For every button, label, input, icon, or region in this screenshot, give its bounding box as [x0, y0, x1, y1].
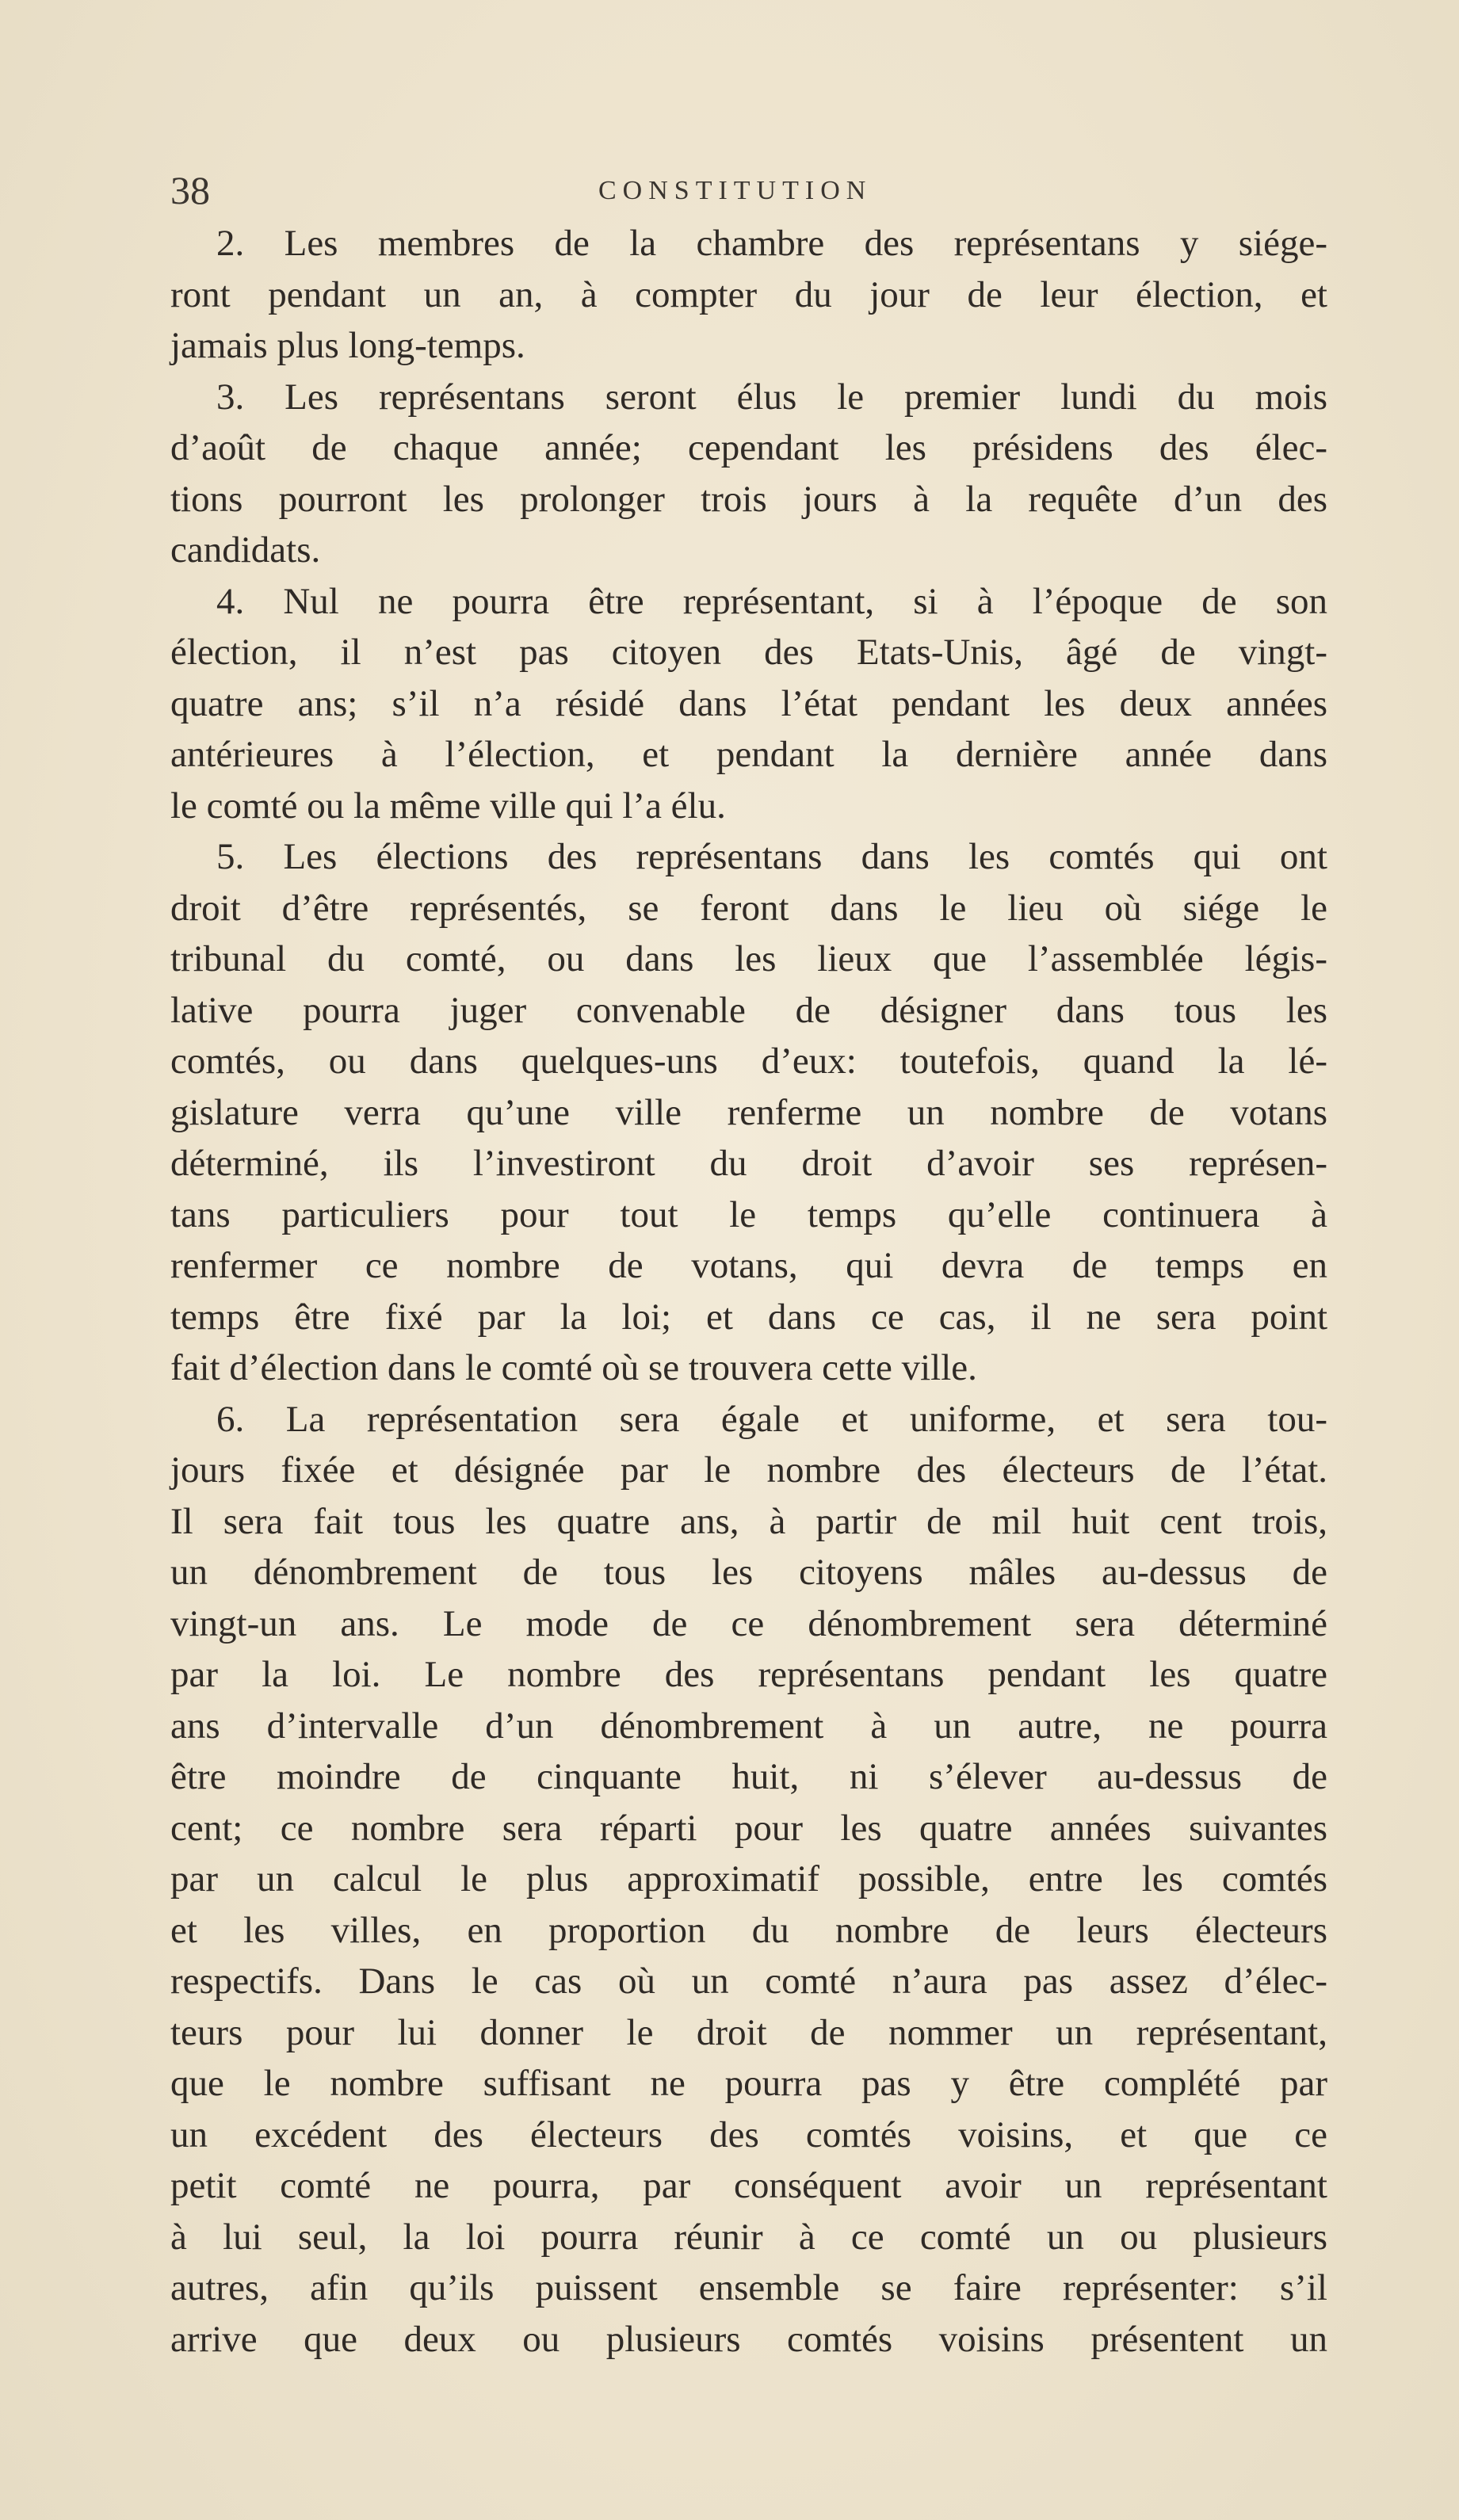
text-line: tions pourront les prolonger trois jours à la requête d’un des	[170, 478, 1327, 520]
text-line: renfermer ce nombre de votans, qui devra de temps en	[170, 1245, 1327, 1286]
text-line: un dénombrement de tous les citoyens mâles au-dessus de	[170, 1552, 1327, 1593]
page-number: 38	[170, 168, 210, 212]
body-text	[170, 218, 1327, 2365]
text-line: un excédent des électeurs des comtés voisins, et que ce	[170, 2113, 1327, 2155]
text-line: lative pourra juger convenable de désigner dans tous les	[170, 989, 1327, 1031]
text-line: jamais plus long-temps.	[170, 325, 525, 366]
text-line: déterminé, ils l’investiront du droit d’avoir ses représen-	[170, 1143, 1327, 1184]
text-line: candidats.	[170, 529, 321, 571]
text-line: par un calcul le plus approximatif possible, entre les comtés	[170, 1858, 1327, 1900]
text-line: 2. Les membres de la chambre des représentans y siége-	[216, 223, 1327, 264]
text-line: par la loi. Le nombre des représentans pendant les quatre	[170, 1654, 1327, 1695]
text-line: que le nombre suffisant ne pourra pas y être complété par	[170, 2063, 1327, 2104]
text-line: 5. Les élections des représentans dans les comtés qui ont	[216, 836, 1327, 877]
text-line: élection, il n’est pas citoyen des Etats-Unis, âgé de vingt-	[170, 632, 1327, 673]
text-line: et les villes, en proportion du nombre de leurs électeurs	[170, 1909, 1327, 1951]
text-line: ront pendant un an, à compter du jour de leur élection, et	[170, 273, 1327, 315]
text-line: tribunal du comté, ou dans les lieux que l’assemblée légis-	[170, 938, 1327, 979]
text-line: respectifs. Dans le cas où un comté n’aura pas assez d’élec-	[170, 1961, 1327, 2002]
text-line: à lui seul, la loi pourra réunir à ce comté un ou plusieurs	[170, 2216, 1327, 2258]
text-line: d’août de chaque année; cependant les présidens des élec-	[170, 427, 1327, 468]
text-line: 3. Les représentans seront élus le premier lundi du mois	[216, 376, 1327, 418]
text-line: ans d’intervalle d’un dénombrement à un autre, ne pourra	[170, 1705, 1327, 1747]
text-line: 4. Nul ne pourra être représentant, si à l’époque de son	[216, 580, 1327, 622]
text-line: gislature verra qu’une ville renferme un nombre de votans	[170, 1091, 1327, 1133]
running-head: CONSTITUTION	[598, 176, 873, 205]
text-line: jours fixée et désignée par le nombre des électeurs de l’état.	[170, 1449, 1327, 1491]
text-line: être moindre de cinquante huit, ni s’élever au-dessus de	[170, 1756, 1327, 1797]
text-line: comtés, ou dans quelques-uns d’eux: toutefois, quand la lé-	[170, 1040, 1327, 1082]
text-line: tans particuliers pour tout le temps qu’elle continuera à	[170, 1193, 1327, 1235]
text-line: vingt-un ans. Le mode de ce dénombrement sera déterminé	[170, 1602, 1327, 1644]
text-line: temps être fixé par la loi; et dans ce cas, il ne sera point	[170, 1296, 1327, 1338]
text-line: fait d’élection dans le comté où se trouvera cette ville.	[170, 1347, 977, 1388]
text-line: 6. La représentation sera égale et uniforme, et sera tou-	[216, 1398, 1327, 1440]
text-line: petit comté ne pourra, par conséquent avoir un représentant	[170, 2165, 1327, 2206]
text-line: le comté ou la même ville qui l’a élu.	[170, 785, 726, 827]
text-line: autres, afin qu’ils puissent ensemble se faire représenter: s’il	[170, 2267, 1327, 2308]
text-line: antérieures à l’élection, et pendant la dernière année dans	[170, 734, 1327, 775]
text-line: teurs pour lui donner le droit de nommer un représentant,	[170, 2011, 1327, 2053]
text-line: arrive que deux ou plusieurs comtés voisins présentent un	[170, 2318, 1327, 2360]
text-line: droit d’être représentés, se feront dans le lieu où siége le	[170, 887, 1327, 929]
text-line: Il sera fait tous les quatre ans, à partir de mil huit cent trois,	[170, 1500, 1327, 1542]
page-header	[170, 162, 1327, 218]
text-line: quatre ans; s’il n’a résidé dans l’état pendant les deux années	[170, 682, 1327, 724]
text-line: cent; ce nombre sera réparti pour les quatre années suivantes	[170, 1807, 1327, 1849]
